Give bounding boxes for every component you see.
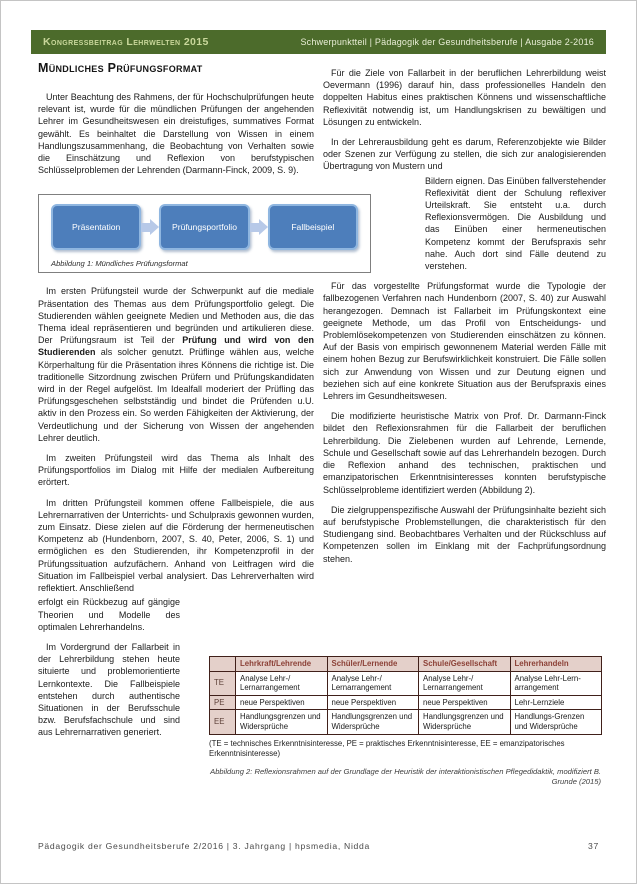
row-label: TE <box>210 671 236 695</box>
figure2-caption: Abbildung 2: Reflexionsrahmen auf der Grundlage der Heuristik der interaktionistischen Pflegedidaktik, modifiziert B. Grunde (2015) <box>210 766 601 786</box>
right-paragraph-3: Für das vorgestellte Prüfungsformat wurde die Typologie der fallbezogenen Verfahren nach Hundenborn (2007, S. 40) zur Auswahl herangezogen. Demnach ist Fallarbeit im Prüfungskontext eine geeignete Methode, um das Profil von Entscheidungs- und Problemlösekompetenzen von Studierenden einschätzen zu können. Auf der Basis von empirisch gewonnenem Material werden Fälle mit einem hohen Bezug zur Berufswirklichkeit konstruiert. Die Fälle sollen sich zur Anwendung von Wissen und zur Deutung eignen und beziehen sich auf eine konkrete Situation aus der Berufspraxis eines Lehrers im Gesundheitswesen. <box>323 281 606 402</box>
table-cell: neue Perspektiven <box>419 695 511 710</box>
right-paragraph-5: Die zielgruppenspezifische Auswahl der Prüfungsinhalte bezieht sich auf berufstypische Problemstellungen, die charakteristisch für den Studiengang sind. Beobachtbares Verhalten und der Rückschluss auf Kompetenzen sollen im Einklang mit der Fachprüfungsordnung stehen. <box>323 504 606 564</box>
table-row <box>210 671 602 695</box>
left-column <box>38 61 335 747</box>
left-paragraph-4-continued: erfolgt ein Rückbezug auf gängige Theorien und Modelle des optimalen Lehrerhandelns. <box>38 597 180 632</box>
process-row <box>51 204 358 250</box>
figure1-caption: Abbildung 1: Mündliches Prüfungsformat <box>51 259 188 269</box>
table-col-header: Lehrerhandeln <box>510 657 602 672</box>
right-paragraph-1: Für die Ziele von Fallarbeit in der beruflichen Lehrerbildung weist Oevermann (1996) darauf hin, dass professionelles Handeln den doppelten Habitus eines praktischen Könnens und wissenschaftliche Reflexivität notwendig ist, um Handlungskrisen zu bewältigen und Lösungen zu entwickeln. <box>323 68 606 127</box>
text-run: als solcher genutzt. Prüflinge wählen aus, welche Körperhaltung für die Präsentation ihres Könnens die richtige ist. Die traditionelle Sitzordnung zwischen Prüfern und Prüfungskandidaten wird in der Regel aufgelöst. Im Idealfall moderiert der Prüfling das Prüfungsgeschehen selbstständig und bindet die Prüfenden u.U. aktiv in den Prozess ein. So werden Fähigkeiten der Aktivierung, der Verdeutlichung und der Sicherung von Wissen der angehenden Lehrer deutlich. <box>38 347 314 443</box>
page-footer <box>38 841 599 851</box>
left-paragraph-4: Im dritten Prüfungsteil kommen offene Fallbeispiele, die aus Lehrernarrativen der Unterrichts- und Schulpraxis gewonnen wurden, zum Einsatz. Diese zielen auf die Förderung der hermeneutischen Kompetenz ab (Hundenborn, 2007, S. 40, Peter, 2006, S. 1) und ermöglichen es den Studierenden, ihr Kompetenzprofil in der Prüfungssituation aufzufächern. Anhand von Leitfragen wird die Situation im Fallbeispiel verbal analysiert. Das Lehrerverhalten wird reflektiert. Anschließend <box>38 497 314 594</box>
header-left-label: Kongressbeitrag Lehrwelten 2015 <box>43 36 209 48</box>
page-number: 37 <box>588 841 599 851</box>
article-title: Mündliches Prüfungsformat <box>38 61 203 75</box>
left-paragraph-5: Im Vordergrund der Fallarbeit in der Lehrerbildung stehen heute situierte und problemorientierte Lernkontexte. Die Fallbeispiele entstehen durch authentische Situationen in der Berufsschule bzw. Berufsfachschule und sind aus Lehrernarrativen generiert. <box>38 641 180 738</box>
left-paragraph-2 <box>38 285 314 444</box>
header-right-label: Schwerpunktteil | Pädagogik der Gesundheitsberufe | Ausgabe 2-2016 <box>300 37 594 47</box>
arrow-right-icon <box>141 219 159 235</box>
page-header <box>31 30 606 54</box>
right-column <box>323 67 606 573</box>
table-col-header: Schule/Gesellschaft <box>419 657 511 672</box>
table-cell: Analyse Lehr-Lern-arrangement <box>510 671 602 695</box>
table-cell: Handlungs-Grenzen und Widersprüche <box>510 710 602 734</box>
text-run: Im ersten Prüfungsteil wurde der Schwerpunkt auf die mediale Präsentation des Themas aus dem Prüfungsportfolio gelegt. Die Studierenden wählen geeignete Medien und Methoden aus, die das Thema ideal repräsentieren und begründen und artikulieren diese. Der Prüfungsraum ist Teil der <box>38 286 314 346</box>
footer-journal-info: Pädagogik der Gesundheitsberufe 2/2016 | 3. Jahrgang | hpsmedia, Nidda <box>38 841 370 851</box>
table-col-header: Schüler/Lernende <box>327 657 419 672</box>
process-step-fallbeispiel: Fallbeispiel <box>268 204 358 250</box>
row-label: EE <box>210 710 236 734</box>
table-col-header: Lehrkraft/Lehrende <box>236 657 328 672</box>
bold-text-run: Prüfung und wird von den Studierenden <box>38 335 314 358</box>
right-paragraph-4: Die modifizierte heuristische Matrix von Prof. Dr. Darmann-Finck bildet den Reflexionsrahmen für die Fallarbeit der beruflichen Lehrerbildung. Die Zielebenen wurden auf Lehrende, Lernende, Schule und Gesellschaft sowie auf das Lehrerhandeln bezogen. Durch die Reflexion anhand des technischen, praktischen und emanzipatorischen Erkenntnisinteresses konnten berufstypische Schlüsselprobleme identifiziert werden (Abbildung 2). <box>323 411 606 495</box>
table-footnote: (TE = technisches Erkenntnisinteresse, PE = praktisches Erkenntnisinteresse, EE = emanzipatorisches Erkenntnisinteresse) <box>209 738 565 758</box>
reflexion-matrix-table <box>209 656 602 735</box>
figure-matrix-block <box>209 656 601 787</box>
table-cell: neue Perspektiven <box>327 695 419 710</box>
table-cell: neue Perspektiven <box>236 695 328 710</box>
table-header-row <box>210 657 602 672</box>
table-cell: Analyse Lehr-/ Lernarrangement <box>419 671 511 695</box>
left-paragraph-1: Unter Beachtung des Rahmens, der für Hochschulprüfungen heute relevant ist, wurde für die mündlichen Prüfungen der angehenden Lehrer im Gesundheitswesen ein dreistufiges, summatives Format gewählt. Es beinhaltet die Darstellung von Wissen in einem Handlungszusammenhang, die Beobachtung von Verhalten sowie die Einschätzung und Reflexion von berufstypischen Schlüsselproblemen der Lehrenden (Darmann-Finck, 2009, S. 9). <box>38 92 314 176</box>
table-cell: Handlungsgrenzen und Widersprüche <box>419 710 511 734</box>
table-cell: Lehr-Lernziele <box>510 695 602 710</box>
table-cell: Analyse Lehr-/ Lernarrangement <box>327 671 419 695</box>
table-cell: Handlungsgrenzen und Widersprüche <box>236 710 328 734</box>
row-label: PE <box>210 695 236 710</box>
right-paragraph-2: In der Lehrerausbildung geht es darum, Referenzobjekte wie Bilder oder Szenen zur Verfügung zu stellen, die sich zur analogisierenden Übertragung von Mustern und <box>323 137 606 172</box>
table-row <box>210 710 602 734</box>
process-step-praesentation: Präsentation <box>51 204 141 250</box>
process-step-pruefungsportfolio: Prüfungsportfolio <box>159 204 249 250</box>
right-paragraph-2-continued: Bildern eignen. Das Einüben fallverstehender Reflexivität dient der Schulung reflexiver Urteilskraft. Sie entsteht u.a. durch Reflexionsvermögen. Die Ausbildung und das Einüben einer hermeneutischen Kompetenz kommt der Berufspraxis sehr nahe. Auch dort sind Fälle deutend zu verstehen. <box>425 175 606 272</box>
table-cell: Handlungsgrenzen und Widersprüche <box>327 710 419 734</box>
table-corner-cell <box>210 657 236 672</box>
arrow-right-icon <box>250 219 268 235</box>
table-row <box>210 695 602 710</box>
figure-process-diagram <box>38 194 371 273</box>
table-cell: Analyse Lehr-/ Lernarrangement <box>236 671 328 695</box>
left-paragraph-3: Im zweiten Prüfungsteil wird das Thema als Inhalt des Prüfungsportfolios im Dialog mit Hilfe der medialen Aufbereitung erörtert. <box>38 453 314 488</box>
